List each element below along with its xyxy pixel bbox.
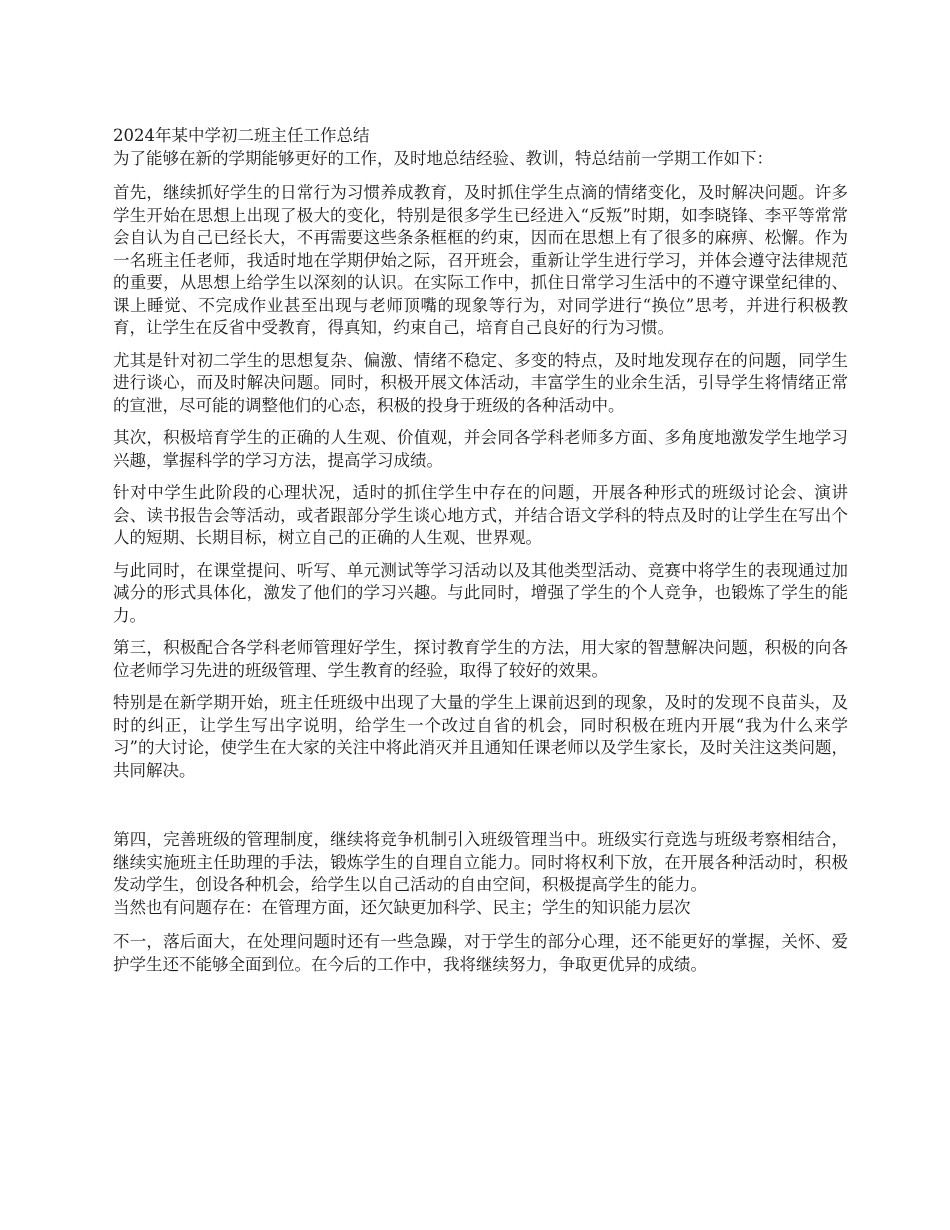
document-title: 2024年某中学初二班主任工作总结 (113, 126, 370, 145)
paragraph-lateness: 特别是在新学期开始，班主任班级中出现了大量的学生上课前迟到的现象，及时的发现不良苗头，及时的纠正，让学生写出字说明，给学生一个改过自省的机会，同时积极在班内开展“我为什么来学习”的大讨论，使学生在大家的关注中将此消灭并且通知任课老师以及学生家长，及时关注这类问题，共同解决。 (113, 693, 848, 780)
paragraph-third-cooperation: 第三，积极配合各学科老师管理好学生，探讨教育学生的方法，用大家的智慧解决问题，积极的向各位老师学习先进的班级管理、学生教育的经验，取得了较好的效果。 (113, 638, 848, 680)
paragraph-fourth-management: 第四，完善班级的管理制度，继续将竞争机制引入班级管理当中。班级实行竞选与班级考察相结合，继续实施班主任助理的手法，锻炼学生的自理自立能力。同时将权利下放，在开展各种活动时，积极发动学生，创设各种机会，给学生以自己活动的自由空间，积极提高学生的能力。 (113, 830, 848, 894)
paragraph-psychology: 针对中学生此阶段的心理状况，适时的抓住学生中存在的问题，开展各种形式的班级讨论会、演讲会、读书报告会等活动，或者跟部分学生谈心地方式，并结合语文学科的特点及时的让学生在写出个人的短期、长期目标，树立自己的正确的人生观、世界观。 (113, 483, 848, 547)
paragraph-problems: 当然也有问题存在：在管理方面，还欠缺更加科学、民主；学生的知识能力层次 (113, 897, 691, 917)
document-body (113, 125, 848, 976)
intro-paragraph: 为了能够在新的学期能够更好的工作，及时地总结经验、教训，特总结前一学期工作如下： (113, 148, 773, 168)
paragraph-scoring: 与此同时，在课堂提问、听写、单元测试等学习活动以及其他类型活动、竞赛中将学生的表现通过加减分的形式具体化，激发了他们的学习兴趣。与此同时，增强了学生的个人竞争，也锻炼了学生的能力。 (113, 560, 848, 625)
paragraph-conclusion: 不一，落后面大，在处理问题时还有一些急躁，对于学生的部分心理，还不能更好的掌握，关怀、爱护学生还不能够全面到位。在今后的工作中，我将继续努力，争取更优异的成绩。 (113, 932, 848, 974)
paragraph-emotions: 尤其是针对初二学生的思想复杂、偏激、情绪不稳定、多变的特点，及时地发现存在的问题，同学生进行谈心，而及时解决问题。同时，积极开展文体活动，丰富学生的业余生活，引导学生将情绪正常的宣泄，尽可能的调整他们的心态，积极的投身于班级的各种活动中。 (113, 350, 848, 415)
paragraph-first-behavior: 首先，继续抓好学生的日常行为习惯养成教育，及时抓住学生点滴的情绪变化，及时解决问题。许多学生开始在思想上出现了极大的变化，特别是很多学生已经进入“反叛”时期，如李晓锋、李平等常常会自认为自己已经长大，不再需要这些条条框框的约束，因而在思想上有了很多的麻痹、松懈。作为一名班主任老师，我适时地在学期伊始之际，召开班会，重新让学生进行学习，并体会遵守法律规范的重要，从思想上给学生以深刻的认识。在实际工作中，抓住日常学习生活中的不遵守课堂纪律的、课上睡觉、不完成作业甚至出现与老师顶嘴的现象等行为，对同学进行“换位”思考，并进行积极教育，让学生在反省中受教育，得真知，约束自己，培育自己良好的行为习惯。 (113, 183, 848, 337)
paragraph-second-values: 其次，积极培育学生的正确的人生观、价值观，并会同各学科老师多方面、多角度地激发学生地学习兴趣，掌握科学的学习方法，提高学习成绩。 (113, 428, 848, 470)
